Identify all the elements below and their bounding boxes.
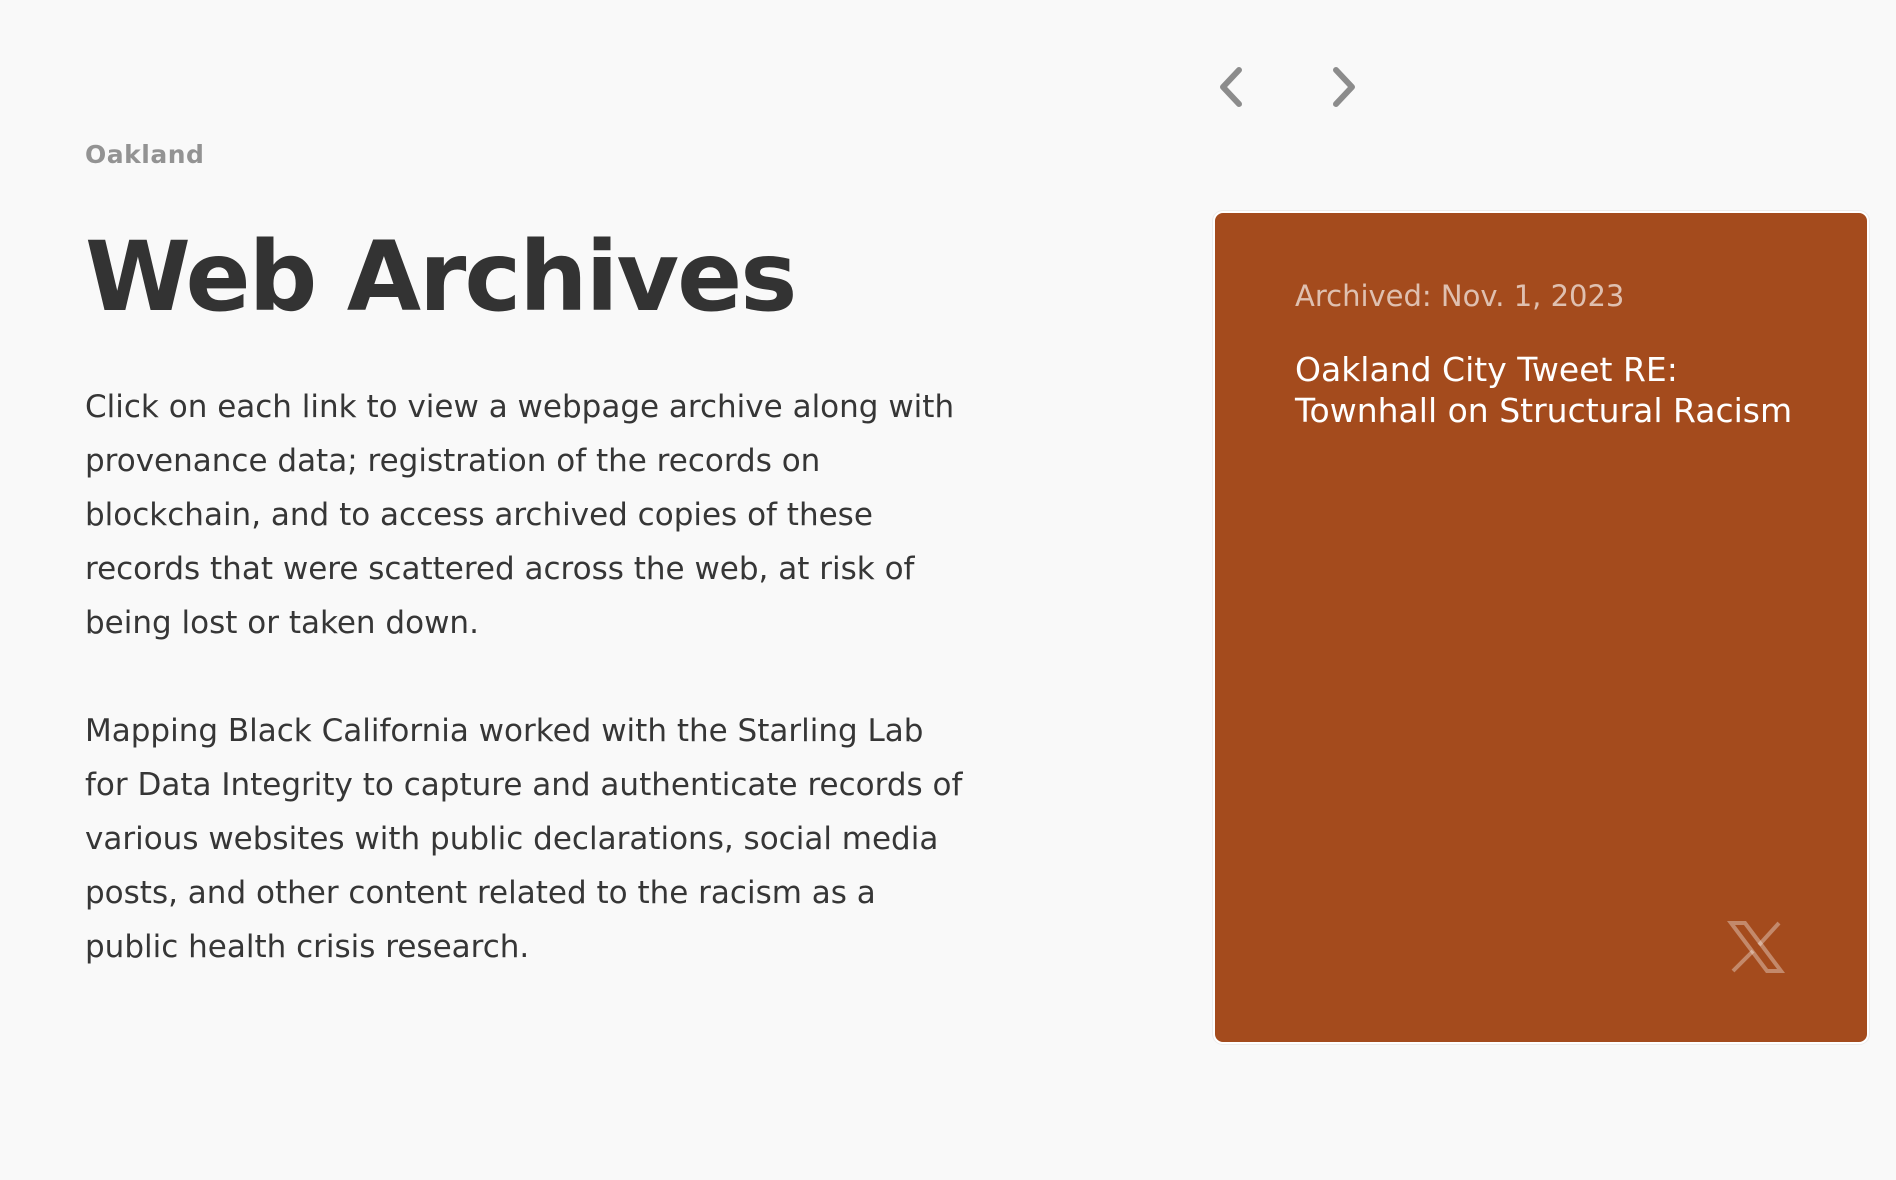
intro-paragraph-1: Click on each link to view a webpage archive along with provenance data; registration of the records on blockchain, and to access archived copies of these records that were scattered across the web, at risk of being lost or taken down.: [85, 389, 955, 641]
x-logo-icon: [1727, 919, 1785, 975]
chevron-left-icon: [1213, 62, 1253, 112]
chevron-right-icon: [1322, 62, 1362, 112]
carousel-prev-button[interactable]: [1213, 62, 1253, 112]
location-label: Oakland: [85, 140, 205, 169]
archive-card-title: Oakland City Tweet RE: Townhall on Structural Racism: [1295, 350, 1793, 430]
intro-paragraph-2: Mapping Black California worked with the Starling Lab for Data Integrity to capture and authenticate records of various websites with public declarations, social media posts, and other content related to the racism as a public health crisis research.: [85, 713, 963, 965]
carousel-next-button[interactable]: [1322, 62, 1362, 112]
intro-section: [85, 140, 975, 974]
archive-card[interactable]: [1213, 211, 1869, 1044]
archive-card-date: Archived: Nov. 1, 2023: [1295, 279, 1625, 313]
page-title: Web Archives: [85, 221, 796, 333]
